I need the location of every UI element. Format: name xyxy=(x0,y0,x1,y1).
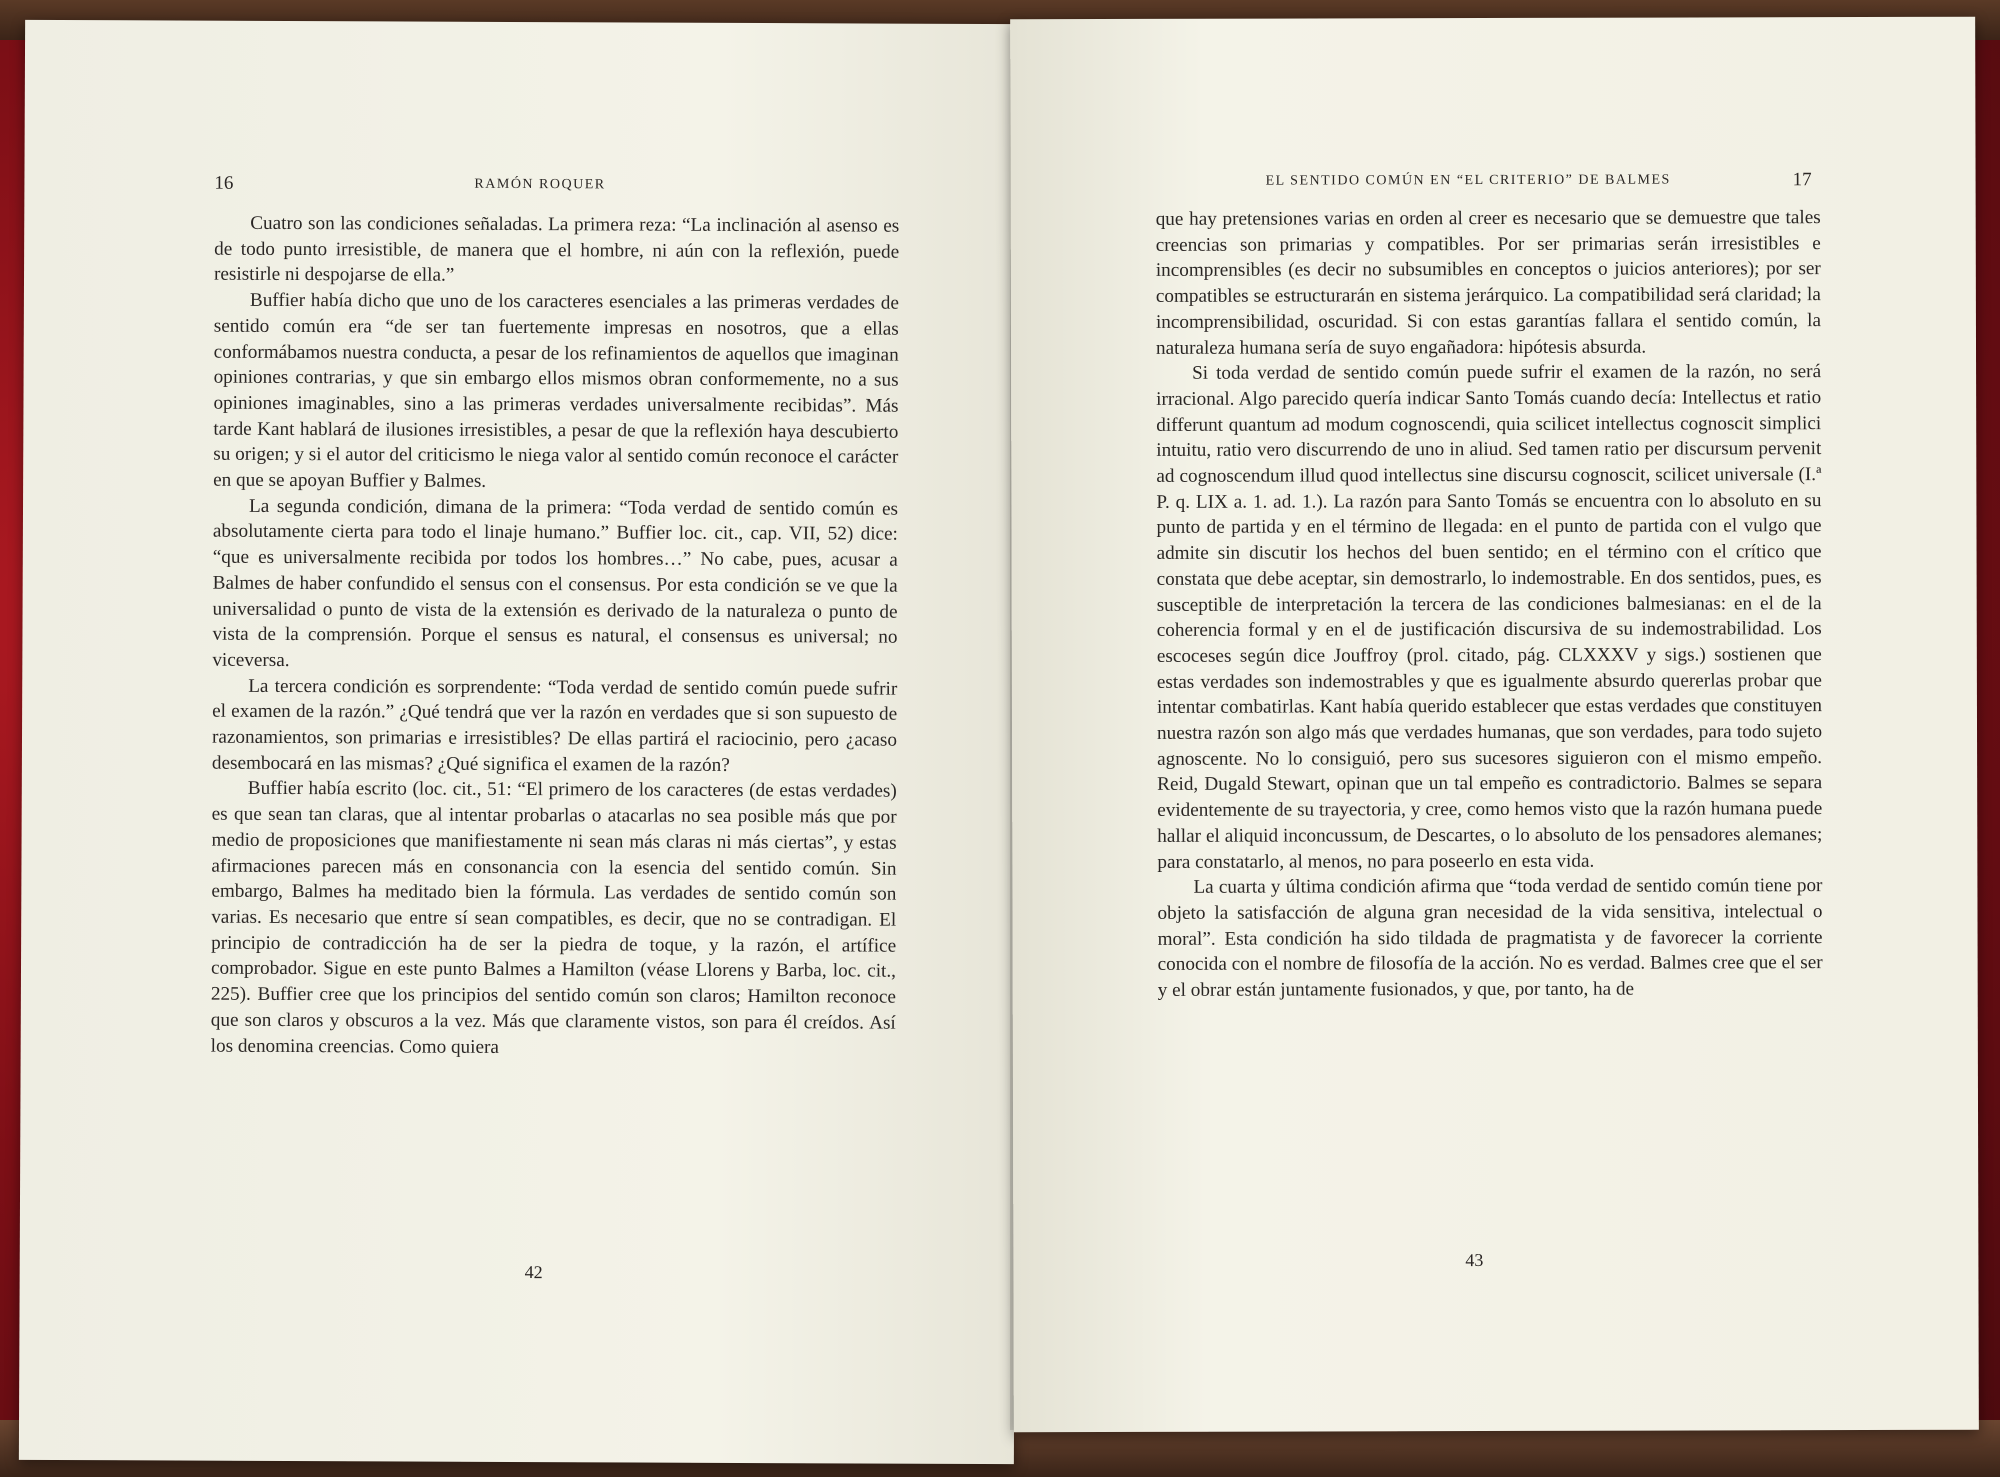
left-paragraph-2: Buffier había dicho que uno de los caracteres esenciales a las primeras verdades de sentido común era “de ser tan fuertemente impresas en nosotros, que a ellas conformábamos nuestra conducta, a pesar de los refinamientos de aquellos que imaginan opiniones contrarias, y que sin embargo ellos mismos obran conformemente, no a sus opiniones imaginables, sino a las primeras verdades universalmente recibidas”. Más tarde Kant hablará de ilusiones irresistibles, a pesar de que la reflexión haya descubierto su origen; y si el autor del criticismo le niega valor al sentido común reconoce el carácter en que se apoyan Buffier y Balmes. xyxy=(213,289,899,492)
right-paragraph-3: La cuarta y última condición afirma que “toda verdad de sentido común tiene por objeto la satisfacción de alguna gran necesidad de la vida sensitiva, intelectual o moral”. Esta condición ha sido tildada de pragmatista y de favorecer la corriente conocida con el nombre de filosofía de la acción. No es verdad. Balmes cree que el ser y el obrar están juntamente fusionados, y que, por tanto, ha de xyxy=(1157,875,1823,1001)
left-paragraph-5: Buffier había escrito (loc. cit., 51: “El primero de los caracteres (de estas verdades) es que sean tan claras, que al intentar probarlas o atacarlas no sea posible más que por medio de proposiciones que manifiestamente ni sean más claras ni más ciertas”, y estas afirmaciones parecen más en consonancia con la esencia del sentido común. Sin embargo, Balmes ha meditado bien la fórmula. Las verdades de sentido común son varias. Es necesario que entre sí sean compatibles, es decir, que no se contradigan. El principio de contradicción ha de ser la piedra de toque, y la razón, el artífice comprobador. Sigue en este punto Balmes a Hamilton (véase Llorens y Barba, loc. cit., 225). Buffier cree que los principios del sentido común son claros; Hamilton reconoce que son claros y obscuros a la vez. Más que claramente vistos, son para él creídos. Así los denomina creencias. Como quiera xyxy=(210,778,897,1058)
left-running-head: RAMÓN ROQUER xyxy=(474,176,606,193)
left-body-text xyxy=(211,211,900,1062)
right-page xyxy=(1010,17,1979,1433)
left-paragraph-4: La tercera condición es sorprendente: “Toda verdad de sentido común puede sufrir el examen de la razón.” ¿Qué tendrá que ver la razón en verdades que si son supuesto de razonamientos, son primarias e irresistibles? De ellas partirá el raciocinio, pero ¿acaso desembocará en las mismas? ¿Qué significa el examen de la razón? xyxy=(211,675,898,776)
left-paragraph-3: La segunda condición, dimana de la primera: “Toda verdad de sentido común es absolutamente cierta para todo el linaje humano.” Buffier loc. cit., cap. VII, 52) dice: “que es universalmente recibida por todos los hombres…” No cabe, pues, acusar a Balmes de haber confundido el sensus con el consensus. Por esta condición se ve que la universalidad o punto de vista de la extensión es derivado de la naturaleza o punto de vista de la comprensión. Porque el sensus es natural, el consensus es universal; no viceversa. xyxy=(212,495,899,671)
right-running-head: EL SENTIDO COMÚN EN “EL CRITERIO” DE BALMES xyxy=(1265,172,1671,189)
right-page-number: 43 xyxy=(1465,1250,1484,1271)
right-paragraph-2: Si toda verdad de sentido común puede sufrir el examen de la razón, no será irracional. Algo parecido quería indicar Santo Tomás cuando decía: Intellectus et ratio differunt quantum ad modum cognoscendi, quia scilicet intellectus cognoscit simplici intuitu, ratio vero discurrendo de uno in aliud. Sed tamen ratio per discursum pervenit ad cognoscendum illud quod intellectus sine discursu cognoscit, scilicet universale (I.ª P. q. LIX a. 1. ad. 1.). La razón para Santo Tomás se encuentra con lo absoluto en su punto de partida y en el término de llegada: en el punto de partida con el vulgo que admite sin discutir los hechos del buen sentido; en el término con el crítico que constata que debe aceptar, sin demostrarlo, lo indemostrable. En dos sentidos, pues, es susceptible de interpretación la tercera de las condiciones balmesianas: en el de la coherencia formal y en el de justificación discursiva de su indemostrabilidad. Los escoceses según dice Jouffroy (prol. citado, pág. CLXXXV y sigs.) sostienen que estas verdades son indemostrables y que es igualmente absurdo quererlas probar que intentar combatirlas. Kant había querido establecer que estas verdades que constituyen nuestra razón son algo más que verdades humanas, que son verdades, para todo sujeto agnoscente. No lo consiguió, pero sus sucesores siguieron con el mismo empeño. Reid, Dugald Stewart, opinan que un tal empeño es contradictorio. Balmes se separa evidentemente de su trayectoria, y cree, como hemos visto que la razón humana puede hallar el aliquid inconcussum, de Descartes, o lo absoluto de los pensadores alemanes; para constatarlo, al menos, no para poseerlo en esta vida. xyxy=(1156,361,1823,873)
left-paragraph-1: Cuatro son las condiciones señaladas. La primera reza: “La inclinación al asenso es de todo punto irresistible, de manera que el hombre, ni aún con la reflexión, puede resistirle ni despojarse de ella.” xyxy=(213,212,900,287)
right-folio: 17 xyxy=(1792,169,1812,191)
left-folio: 16 xyxy=(214,172,234,194)
right-paragraph-1: que hay pretensiones varias en orden al creer es necesario que se demuestre que tales creencias son primarias y compatibles. Por ser primarias serán irresistibles e incomprensibles (es decir no subsumibles en conceptos o juicios anteriores); por ser compatibles se estructurarán en sistema jerárquico. La compatibilidad será claridad; la incomprensibilidad, oscuridad. Si con estas garantías fallara el sentido común, la naturaleza humana sería de suyo engañadora: hipótesis absurda. xyxy=(1155,207,1821,359)
left-page xyxy=(19,20,1020,1464)
right-body-text xyxy=(1156,205,1823,1004)
left-page-number: 42 xyxy=(524,1262,543,1283)
